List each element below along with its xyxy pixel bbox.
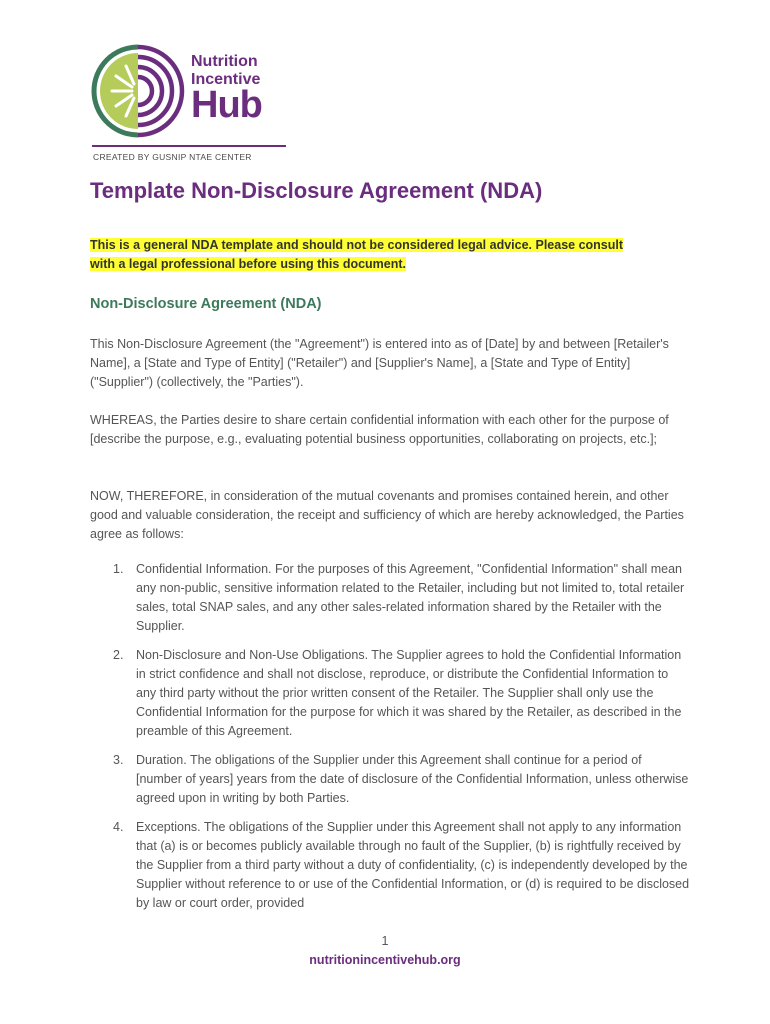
disclaimer-notice	[90, 236, 650, 274]
logo-tagline: CREATED BY GUSNIP NTAE CENTER	[93, 152, 252, 162]
logo-wordmark	[191, 54, 262, 124]
clause-text: Exceptions. The obligations of the Supplier under this Agreement shall not apply to any information that (a) is or becomes publicly available through no fault of the Supplier, (b) is rightfully received by the Supplier from a third party without a duty of confidentiality, (c) is independently developed by the Supplier without reference to or use of the Confidential Information, or (d) is required to be disclosed by law or court order, provided	[136, 820, 690, 910]
page-number: 1	[381, 934, 389, 948]
clause-number: 3.	[113, 753, 124, 767]
footer-url-link[interactable]: nutritionincentivehub.org	[309, 953, 461, 967]
logo-word-hub: Hub	[191, 84, 262, 126]
clause-text: Non-Disclosure and Non-Use Obligations. The Supplier agrees to hold the Confidential Information in strict confidence and shall not disclose, reproduce, or distribute the Confidential Information to any third party without the prior written consent of the Retailer. The Supplier shall only use the Confidential Information for the purpose for which it was shared by the Retailer, as described in the preamble of this Agreement.	[136, 648, 682, 738]
clause-number: 1.	[113, 562, 124, 576]
intro-paragraph: This Non-Disclosure Agreement (the "Agreement") is entered into as of [Date] by and between [Retailer's Name], a [State and Type of Entity] ("Retailer") and [Supplier's Name], a [State and Type of Entity] ("Supplier") (collectively, the "Parties").	[90, 337, 669, 389]
clause-item	[90, 560, 690, 636]
logo-word-nutrition: Nutrition	[191, 53, 258, 70]
clause-number: 2.	[113, 648, 124, 662]
logo	[88, 44, 288, 164]
clause-text: Confidential Information. For the purposes of this Agreement, "Confidential Information" shall mean any non-public, sensitive information related to the Retailer, including but not limited to, total retailer sales, total SNAP sales, and any other sales-related information shared by the Retailer with the Supplier.	[136, 562, 685, 633]
logo-divider	[92, 145, 286, 147]
clause-number: 4.	[113, 820, 124, 834]
clause-item	[90, 751, 690, 808]
section-heading: Non-Disclosure Agreement (NDA)	[90, 296, 322, 312]
document-title: Template Non-Disclosure Agreement (NDA)	[90, 178, 543, 203]
clause-item	[90, 818, 690, 913]
whereas-paragraph: WHEREAS, the Parties desire to share certain confidential information with each other for the purpose of [describe the purpose, e.g., evaluating potential business opportunities, collaborating on projects, etc.];	[90, 413, 669, 446]
disclaimer-text: This is a general NDA template and should not be considered legal advice. Please consult with a legal professional before using this document.	[90, 238, 624, 271]
logo-word-incentive: Incentive	[191, 71, 261, 88]
therefore-paragraph: NOW, THEREFORE, in consideration of the mutual covenants and promises contained herein, and other good and valuable consideration, the receipt and sufficiency of which are hereby acknowledged, the Parties agree as follows:	[90, 489, 684, 541]
clause-text: Duration. The obligations of the Supplier under this Agreement shall continue for a period of [number of years] years from the date of disclosure of the Confidential Information, unless otherwise agreed upon in writing by both Parties.	[136, 753, 689, 805]
clause-list	[90, 560, 690, 923]
clause-item	[90, 646, 690, 741]
logo-mark-icon	[88, 44, 188, 144]
